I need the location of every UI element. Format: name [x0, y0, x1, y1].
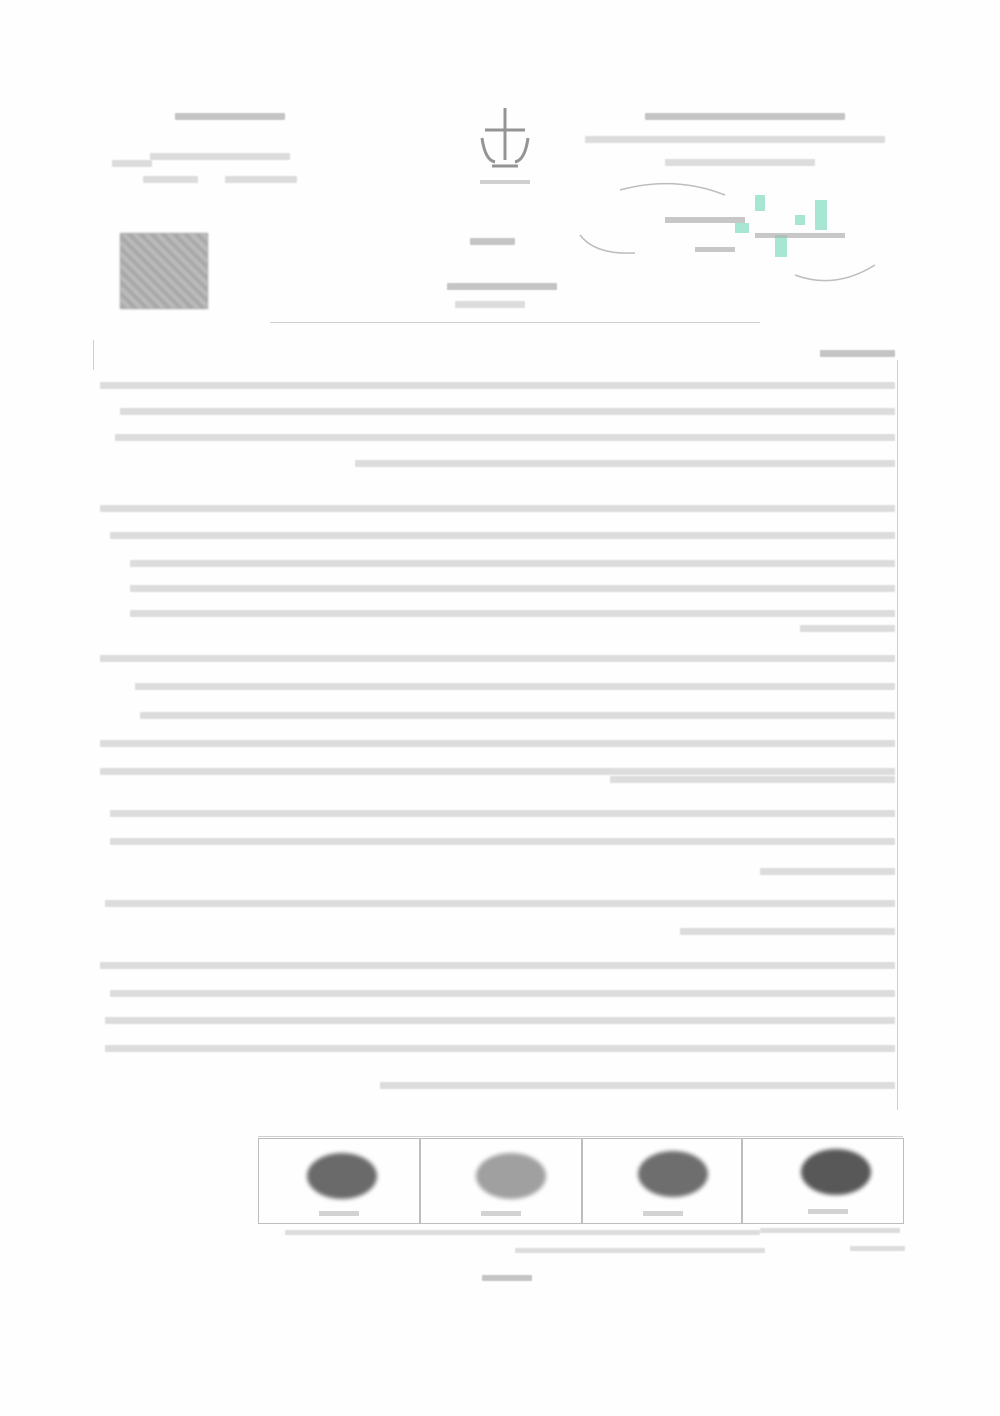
fingerprint-icon	[801, 1149, 871, 1195]
center-title-line	[470, 238, 515, 245]
fingerprint-box	[258, 1138, 420, 1224]
fingerprint-icon	[476, 1153, 546, 1199]
fingerprint-icon	[307, 1153, 377, 1199]
scales-of-justice-icon	[470, 100, 540, 190]
qr-code	[120, 233, 208, 309]
fingerprint-box	[582, 1138, 742, 1224]
fingerprint-box	[742, 1138, 904, 1224]
official-stamp	[575, 175, 885, 290]
fingerprint-icon	[638, 1151, 708, 1197]
fingerprint-box	[420, 1138, 582, 1224]
